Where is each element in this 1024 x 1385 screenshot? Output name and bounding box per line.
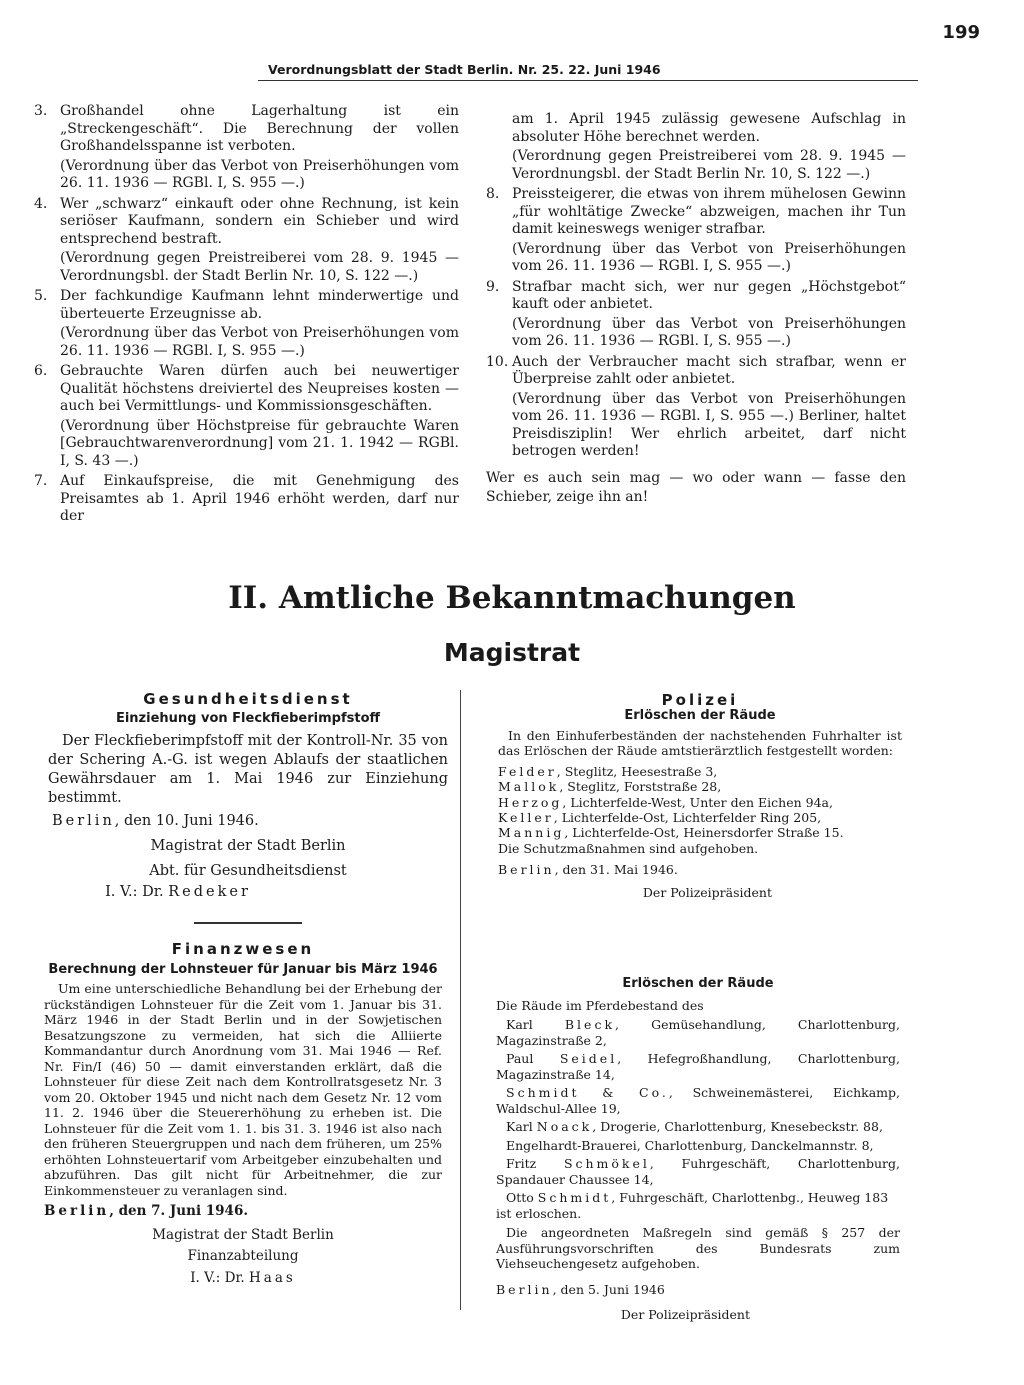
list-item bbox=[498, 764, 902, 779]
owner-address: , Schweinemästerei, Eichkamp, Waldschul-Allee 19, bbox=[496, 1085, 900, 1116]
signature-line: Abt. für Gesundheitsdienst bbox=[149, 863, 347, 879]
right-column-items bbox=[486, 111, 906, 507]
item-number: 4. bbox=[34, 195, 48, 212]
notice-title: Erlöschen der Räude bbox=[622, 976, 774, 991]
item-number: 6. bbox=[34, 363, 48, 379]
list-item bbox=[34, 103, 459, 193]
list-item bbox=[486, 354, 906, 461]
notice-title: Erlöschen der Räude bbox=[624, 708, 776, 724]
item-text: Der fachkundige Kaufmann lehnt minderwertige und überteuerte Erzeugnisse ab. bbox=[60, 288, 459, 322]
list-item bbox=[486, 279, 906, 351]
item-reference: (Verordnung gegen Preistreiberei vom 28. 9. 1945 — Verordnungsbl. der Stadt Berlin Nr. 10, S. 122 —.) bbox=[60, 250, 459, 284]
left-column-items bbox=[34, 103, 459, 529]
owner-name: Mallok bbox=[498, 779, 560, 795]
date-place: Berlin bbox=[496, 1281, 553, 1297]
date-text: , den 31. Mai 1946. bbox=[554, 861, 678, 877]
list-item bbox=[496, 1085, 900, 1116]
owner-name: Schmidt & Co. bbox=[506, 1085, 669, 1100]
item-number: 10. bbox=[486, 353, 509, 370]
list-item bbox=[34, 363, 459, 470]
item-number bbox=[486, 111, 512, 183]
list-item bbox=[486, 186, 906, 276]
list-item bbox=[486, 111, 906, 183]
owner-address: , Hefegroßhandlung, Charlottenburg, Magazinstraße 14, bbox=[496, 1051, 901, 1082]
owner-address: , Fuhrgeschäft, Charlottenburg, Spandauer Chaussee 14, bbox=[496, 1156, 900, 1187]
item-reference: (Verordnung über das Verbot von Preiserhöhungen vom 26. 11. 1936 — RGBl. I, S. 955 —.) bbox=[60, 157, 459, 191]
list-item bbox=[496, 1190, 900, 1206]
date-text: , den 10. Juni 1946. bbox=[114, 813, 259, 829]
owner-address: Engelhardt-Brauerei, Charlottenburg, Danckelmannstr. 8, bbox=[506, 1137, 874, 1153]
header-rule bbox=[258, 80, 918, 81]
owner-firstname: Paul bbox=[506, 1051, 560, 1066]
owner-firstname: Fritz bbox=[506, 1156, 564, 1171]
signature-line: Der Polizeipräsident bbox=[620, 1307, 750, 1322]
item-text: Wer „schwarz“ einkauft oder ohne Rechnung, ist kein seriöser Kaufmann, sondern ein Schieber und wird entsprechend bestraft. bbox=[60, 195, 459, 247]
department-heading: Gesundheitsdienst bbox=[143, 690, 353, 708]
notice-intro: Die Räude im Pferdebestand des bbox=[496, 997, 704, 1013]
notice-body: Der Fleckfieberimpfstoff mit der Kontroll-Nr. 35 von der Schering A.-G. ist wegen Ablaufs der staatlichen Gewährsdauer am 1. Mai 1946 zur Einziehung bestimmt. bbox=[48, 733, 448, 806]
raeude-notice bbox=[496, 976, 900, 1323]
item-text: Preissteigerer, die etwas von ihrem mühelosen Gewinn „für wohltätige Zwecke“ abzweigen, machen ihr Tun damit keineswegs weniger strafbar. bbox=[512, 186, 906, 237]
date-line bbox=[496, 1282, 900, 1298]
notice-body: Um eine unterschiedliche Behandlung bei der Erhebung der rückständigen Lohnsteuer für die Zeit vom 1. Januar bis 31. März 1946 in der Stadt Berlin und in der Sowjetischen Besatzungszone zu vermeiden, hat sich die Alliierte Kommandantur durch Anordnung vom 31. Mai 1946 — Ref. Nr. Fin/I (46) 50 — damit einverstanden erklärt, daß die Lohnsteuer für diese Zeit nach dem Kontrollratsgesetz Nr. 3 vom 20. Oktober 1945 und nicht nach dem Gesetz Nr. 12 vom 11. 2. 1946 über die Steuererhöhung zu erheben ist. Die Lohnsteuer für die Zeit vom 1. 1. bis 31. 3. 1946 ist also nach den früheren Steuergruppen und nach dem früheren, um 25% erhöhten Lohnsteuertarif vom Arbeitgeber einzubehalten und abzuführen. Das gilt nicht für Arbeitnehmer, die zur Einkommensteuer zu veranlagen sind. bbox=[44, 981, 442, 1198]
owner-name: Herzog bbox=[498, 794, 563, 810]
list-item bbox=[496, 1156, 900, 1187]
list-item bbox=[496, 1119, 900, 1135]
owner-address: , Steglitz, Heesestraße 3, bbox=[556, 764, 718, 780]
owner-address: , Fuhrgeschäft, Charlottenbg., Heuweg 183 bbox=[611, 1190, 889, 1205]
signature-line: Magistrat der Stadt Berlin bbox=[152, 1226, 334, 1243]
notice-note: Die Schutzmaßnahmen sind aufgehoben. bbox=[498, 840, 759, 856]
owner-name: Schmidt bbox=[537, 1190, 612, 1205]
owner-address: , Lichterfelde-Ost, Heinersdorfer Straße 15. bbox=[564, 825, 844, 841]
item-reference: (Verordnung über das Verbot von Preiserhöhungen vom 26. 11. 1936 — RGBl. I, S. 955 —.) bbox=[512, 240, 906, 274]
item-text: am 1. April 1945 zulässig gewesene Aufschlag in absoluter Höhe berechnet werden. bbox=[512, 111, 906, 145]
date-place: Berlin bbox=[44, 1203, 110, 1219]
owner-address: , Drogerie, Charlottenburg, Knesebeckstr. 88, bbox=[592, 1119, 883, 1134]
signature-line: Magistrat der Stadt Berlin bbox=[150, 838, 346, 854]
owner-address: , Lichterfelde-West, Unter den Eichen 94a, bbox=[562, 794, 833, 810]
owner-name: Keller bbox=[498, 810, 554, 826]
polizei-notice bbox=[498, 693, 902, 901]
owner-name: Seidel bbox=[559, 1051, 618, 1066]
owner-address: , Steglitz, Forststraße 28, bbox=[559, 779, 722, 795]
owner-address: , Lichterfelde-Ost, Lichterfelder Ring 205, bbox=[553, 810, 822, 826]
list-item bbox=[498, 825, 902, 840]
closing-appeal: Wer es auch sein mag — wo oder wann — fasse den Schieber, zeige ihn an! bbox=[486, 469, 906, 505]
owner-list bbox=[498, 764, 902, 840]
signature-line: Der Polizeipräsident bbox=[642, 885, 772, 901]
page-number: 199 bbox=[942, 22, 980, 43]
item-reference: (Verordnung über das Verbot von Preiserhöhungen vom 26. 11. 1936 — RGBl. I, S. 955 —.) Berliner, haltet Preisdisziplin! Wer ehrlich arbeitet, darf nicht betrogen werden! bbox=[512, 390, 906, 459]
date-place: Berlin bbox=[498, 861, 555, 877]
notice-intro: In den Einhuferbeständen der nachstehenden Fuhrhalter ist das Erlöschen der Räude amtstierärztlich festgestellt worden: bbox=[498, 727, 902, 758]
list-item bbox=[498, 779, 902, 794]
signature-line bbox=[44, 1271, 442, 1287]
running-head: Verordnungsblatt der Stadt Berlin. Nr. 25. 22. Juni 1946 bbox=[268, 62, 661, 77]
item-text: Gebrauchte Waren dürfen auch bei neuwertiger Qualität höchstens dreiviertel des Neupreises kosten — auch bei Vermittlungs- und Kommissionsgeschäften. bbox=[60, 363, 459, 414]
owner-name: Schmökel bbox=[563, 1156, 650, 1171]
list-item bbox=[498, 810, 902, 825]
list-item bbox=[34, 473, 459, 526]
signature-prefix: I. V.: Dr. bbox=[105, 884, 169, 900]
item-reference: (Verordnung gegen Preistreiberei vom 28. 9. 1945 — Verordnungsbl. der Stadt Berlin Nr. 10, S. 122 —.) bbox=[512, 148, 906, 182]
date-line bbox=[498, 862, 902, 877]
signatory-name: Haas bbox=[249, 1269, 296, 1286]
owner-firstname: Karl bbox=[506, 1017, 565, 1032]
list-item bbox=[496, 1138, 900, 1154]
item-reference: (Verordnung über Höchstpreise für gebrauchte Waren [Gebrauchtwarenverordnung] vom 21. 1. 1942 — RGBl. I, S. 43 —.) bbox=[60, 417, 459, 469]
notice-title: Einziehung von Fleckfieberimpfstoff bbox=[115, 711, 381, 726]
date-line bbox=[48, 812, 448, 831]
item-number: 9. bbox=[486, 278, 500, 295]
signature-line bbox=[48, 883, 308, 902]
date-line bbox=[44, 1204, 442, 1220]
owner-name: Noack bbox=[536, 1119, 593, 1134]
list-item bbox=[498, 795, 902, 810]
list-item bbox=[496, 1017, 900, 1048]
list-item bbox=[496, 1051, 900, 1082]
item-text: Auch der Verbraucher macht sich strafbar, wenn er Überpreise zahlt oder anbietet. bbox=[512, 353, 906, 387]
magistrat-title: Magistrat bbox=[443, 638, 581, 667]
item-number: 8. bbox=[486, 186, 500, 202]
gesundheitsdienst-notice bbox=[48, 690, 448, 924]
signatory-name: Redeker bbox=[168, 884, 251, 900]
signature-prefix: I. V.: Dr. bbox=[190, 1269, 249, 1286]
item-text: Strafbar macht sich, wer nur gegen „Höchstgebot“ kauft oder anbietet. bbox=[512, 278, 906, 312]
item-reference: (Verordnung über das Verbot von Preiserhöhungen vom 26. 11. 1936 — RGBl. I, S. 955 —.) bbox=[60, 325, 459, 359]
section-separator bbox=[194, 922, 302, 924]
column-divider bbox=[460, 690, 461, 1310]
item-text: Großhandel ohne Lagerhaltung ist ein „Streckengeschäft“. Die Berechnung der vollen Großhandelsspanne ist verboten. bbox=[60, 103, 459, 154]
section-title: II. Amtliche Bekanntmachungen bbox=[228, 580, 796, 616]
owner-address: , Gemüsehandlung, Charlottenburg, Magazinstraße 2, bbox=[496, 1017, 900, 1048]
finanzwesen-notice bbox=[44, 942, 442, 1286]
owner-firstname: Otto bbox=[506, 1190, 538, 1205]
owner-list bbox=[496, 1017, 900, 1206]
department-heading: Finanzwesen bbox=[171, 940, 315, 958]
signature-line: Finanzabteilung bbox=[187, 1248, 299, 1264]
owner-firstname: Karl bbox=[506, 1119, 537, 1134]
owner-name: Felder bbox=[498, 764, 557, 780]
item-number: 5. bbox=[34, 288, 48, 304]
item-reference: (Verordnung über das Verbot von Preiserhöhungen vom 26. 11. 1936 — RGBl. I, S. 955 —.) bbox=[512, 315, 906, 349]
department-heading: Polizei bbox=[661, 691, 739, 709]
owner-name: Mannig bbox=[498, 825, 565, 841]
notice-body: Die angeordneten Maßregeln sind gemäß § 257 der Ausführungsvorschriften des Bundesrats zum Viehseuchengesetz aufgehoben. bbox=[496, 1225, 900, 1271]
list-item bbox=[34, 288, 459, 360]
item-number: 3. bbox=[34, 103, 48, 119]
item-text: Auf Einkaufspreise, die mit Genehmigung des Preisamtes ab 1. April 1946 erhöht werden, darf nur der bbox=[60, 473, 459, 524]
item-number: 7. bbox=[34, 473, 48, 489]
date-text: , den 7. Juni 1946. bbox=[109, 1203, 249, 1219]
owner-name: Bleck bbox=[564, 1017, 616, 1032]
notice-title: Berechnung der Lohnsteuer für Januar bis März 1946 bbox=[48, 961, 438, 977]
notice-tail: ist erloschen. bbox=[496, 1205, 582, 1221]
date-text: , den 5. Juni 1946 bbox=[552, 1281, 665, 1297]
list-item bbox=[34, 196, 459, 286]
date-place: Berlin bbox=[52, 813, 115, 829]
